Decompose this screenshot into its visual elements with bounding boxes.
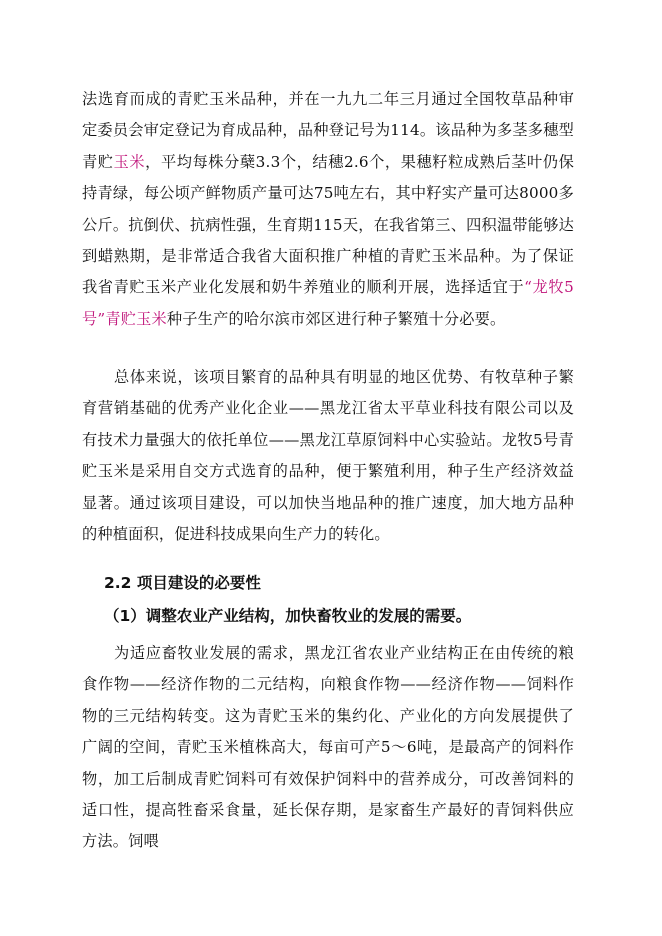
paragraph-structure-adjustment: 为适应畜牧业发展的需求，黑龙江省农业产业结构正在由传统的粮食作物——经济作物的二元结构，向粮食作物——经济作物——饲料作物的三元结构转变。这为青贮玉米的集约化、产业化的方向发展提供了广阔的空间，青贮玉米植株高大，每亩可产5～6吨，是最高产的饲料作物，加工后制成青贮饲料可有效保护饲料中的营养成分，可改善饲料的适口性，提高牲畜采食量，延长保存期，是家畜生产最好的青饲料供应方法。饲喂 [82, 644, 574, 851]
paragraph-variety-description [82, 84, 574, 335]
highlighted-term: “龙牧5号”青贮玉米 [82, 278, 574, 328]
subsection-heading: （1）调整农业产业结构，加快畜牧业的发展的需要。 [104, 607, 472, 625]
paragraph-text: ，平均每株分蘖3.3个，结穗2.6个，果穗籽粒成熟后茎叶仍保持青绿，每公顷产鲜物质产量可达75吨左右，其中籽实产量可达8000多公斤。抗倒伏、抗病性强，生育期115天，在我省第三、四积温带能够达到蜡熟期，是非常适合我省大面积推广种植的青贮玉米品种。为了保证我省青贮玉米产业化发展和奶牛养殖业的顺利开展，选择适宜于 [82, 152, 574, 297]
highlighted-term: 玉米 [113, 152, 146, 171]
paragraph-summary: 总体来说，该项目繁育的品种具有明显的地区优势、有牧草种子繁育营销基础的优秀产业化企业——黑龙江省太平草业科技有限公司以及有技术力量强大的依托单位——黑龙江草原饲料中心实验站。龙牧5号青贮玉米是采用自交方式选育的品种，便于繁殖利用，种子生产经济效益显著。通过该项目建设，可以加快当地品种的推广速度，加大地方品种的种植面积，促进科技成果向生产力的转化。 [82, 368, 574, 544]
paragraph-text: 法选育而成的青贮玉米品种，并在一九九二年三月通过全国牧草品种审定委员会审定登记为育成品种，品种登记号为114。该品种为多茎多穗型青贮 [82, 90, 574, 171]
section-heading: 2.2 项目建设的必要性 [104, 574, 261, 592]
paragraph-text: 种子生产的哈尔滨市郊区进行种子繁殖十分必要。 [166, 309, 506, 328]
